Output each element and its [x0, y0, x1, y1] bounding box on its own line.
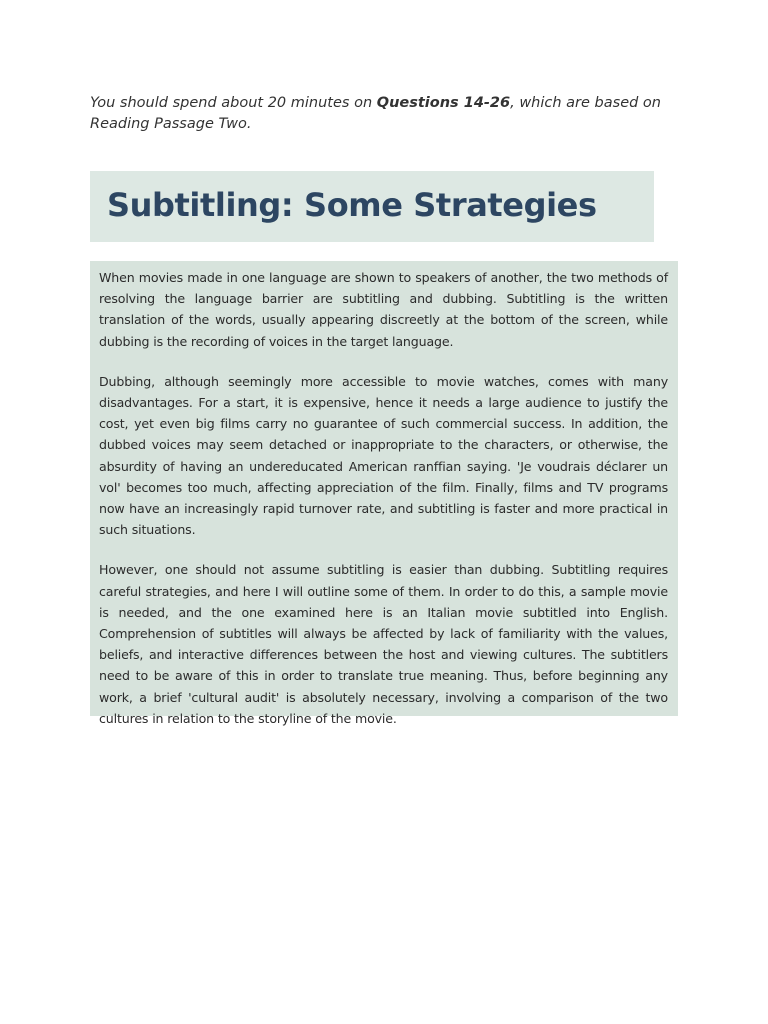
instructions-text: [90, 93, 690, 135]
instructions-suffix: , which are based on Reading Passage Two.: [90, 95, 661, 132]
instructions-prefix: You should spend about 20 minutes on: [90, 95, 377, 111]
passage-body: [90, 261, 678, 726]
passage-paragraph-2: Dubbing, although seemingly more accessible to movie watches, comes with many disadvantages. For a start, it is expensive, hence it needs a large audience to justify the cost, yet even big films carry no guarantee of such commercial success. In addition, the dubbed voices may seem detached or inappropriate to the characters, or otherwise, the absurdity of having an undereducated American ranffian saying. 'Je voudrais déclarer un vol' becomes too much, affecting appreciation of the film. Finally, films and TV programs now have an increasingly rapid turnover rate, and subtitling is faster and more practical in such situations.: [99, 373, 668, 538]
title-banner: [90, 171, 654, 242]
questions-range: Questions 14-26: [376, 95, 511, 111]
passage-paragraph-1: When movies made in one language are shown to speakers of another, the two methods of resolving the language barrier are subtitling and dubbing. Subtitling is the written translation of the words, usually appearing discreetly at the bottom of the screen, while dubbing is the recording of voices in the target language.: [99, 270, 668, 349]
passage-title: Subtitling: Some Strategies: [107, 186, 597, 224]
passage-paragraph-3: However, one should not assume subtitling is easier than dubbing. Subtitling requires careful strategies, and here I will outline some of them. In order to do this, a sample movie is needed, and the one examined here is an Italian movie subtitled into English. Comprehension of subtitles will always be affected by lack of familiarity with the values, beliefs, and interactive differences between the host and viewing cultures. The subtitlers need to be aware of this in order to translate true meaning. Thus, before beginning any work, a brief 'cultural audit' is absolutely necessary, involving a comparison of the two cultures in relation to the storyline of the movie.: [99, 562, 668, 726]
